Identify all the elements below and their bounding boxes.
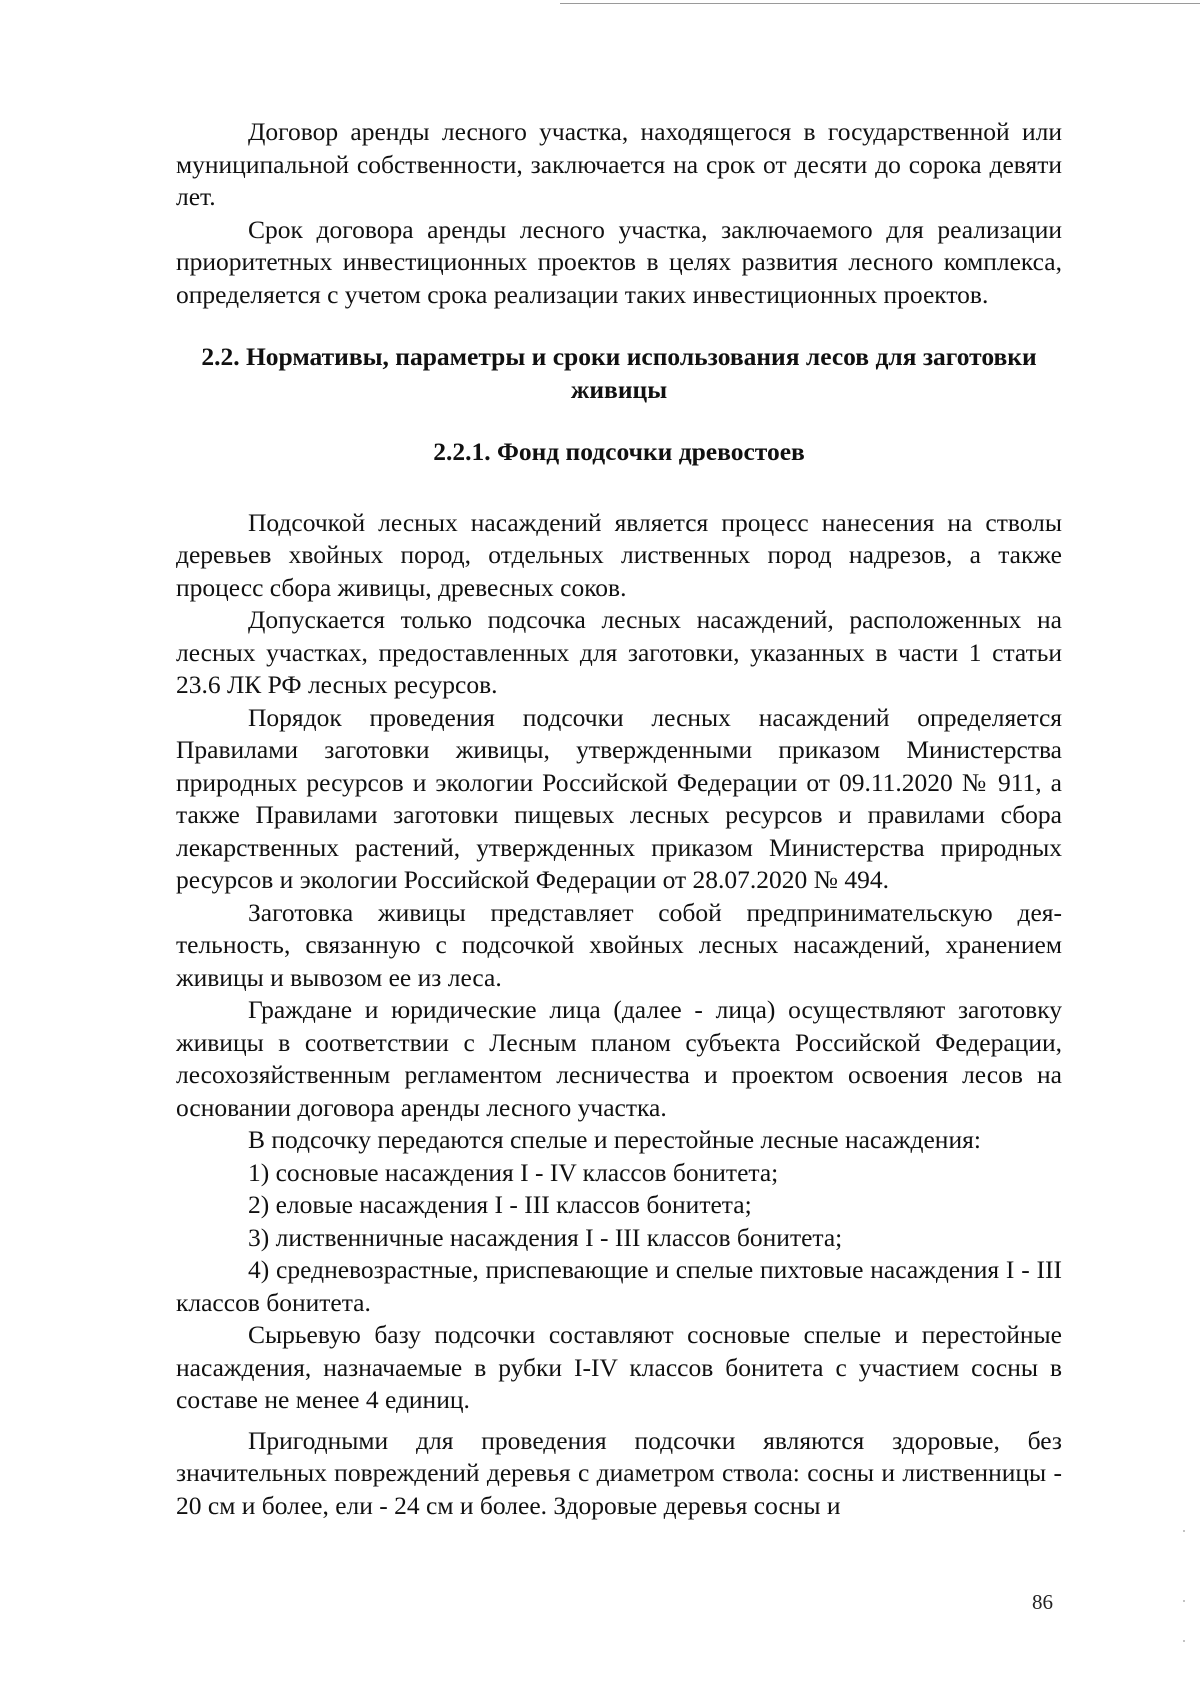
paragraph-tapping-definition: Подсочкой лесных насаждений является процесс нанесения на стволы деревьев хвойных пород, отдельных лиственных пород надрезов, а также процесс сбора живицы, древесных соков. xyxy=(176,507,1062,602)
document-page xyxy=(176,116,1062,1522)
spacer xyxy=(176,406,1062,436)
paragraph-persons: Граждане и юридические лица (далее - лица) осуществляют заготовку живицы в соответствии с Лесным планом субъекта Российской Федерации, лесохозяйственным регламентом лесничества и проектом освоения лесов на основании договора аренды лесного участка. xyxy=(176,995,1062,1122)
list-item-larch: 3) лиственничные насаждения I - III классов бонитета; xyxy=(248,1222,843,1252)
paragraph-stands-intro: В подсочку передаются спелые и перестойные лесные насаждения: xyxy=(248,1125,981,1154)
paragraph-raw-material-base: Сырьевую базу подсочки составляют сосновые спелые и перестойные насаждения, назначаемые в рубки I-IV классов бонитета с участием сосны в составе не менее 4 единиц. xyxy=(176,1320,1062,1414)
list-item-spruce: 2) еловые насаждения I - III классов бонитета; xyxy=(248,1190,752,1219)
list-item-pine: 1) сосновые насаждения I - IV классов бонитета; xyxy=(248,1157,779,1187)
list-item-fir: 4) средневозрастные, приспевающие и спелые пихтовые насаждения I - III классов бонитета. xyxy=(176,1255,1062,1317)
paragraph-suitable-trees: Пригодными для проведения подсочки являются здоровые, без значительных повреждений деревья с диаметром ствола: сосны и лиственницы - 20 см и более, ели - 24 см и более. Здоровые деревья сосны и xyxy=(176,1425,1062,1520)
spacer xyxy=(176,469,1062,507)
scan-speck xyxy=(1183,1640,1185,1642)
section-heading: 2.2. Нормативы, параметры и сроки использования лесов для заготовки живицы xyxy=(201,342,1037,404)
subsection-heading: 2.2.1. Фонд подсочки древостоев xyxy=(433,437,805,466)
paragraph-lease-term: Договор аренды лесного участка, находящегося в государственной или муниципальной собственности, заключается на срок от десяти до сорока девяти лет. xyxy=(176,117,1062,211)
spacer xyxy=(176,1417,1062,1425)
paragraph-resin-harvesting: Заготовка живицы представляет собой предпринимательскую деятельность, связанную с подсочкой хвойных лесных насаждений, хранением живицы и вывозом ее из леса. xyxy=(176,897,1062,992)
scan-speck xyxy=(1183,1530,1185,1532)
scan-top-rule xyxy=(560,3,1200,4)
paragraph-tapping-allowed: Допускается только подсочка лесных насаждений, расположенных на лесных участках, предоставленных для заготовки, указанных в части 1 статьи 23.6 ЛК РФ лесных ресурсов. xyxy=(176,605,1062,699)
paragraph-tapping-rules: Порядок проведения подсочки лесных насаждений определяется Правилами заготовки живицы, утвержденными приказом Министерства природных ресурсов и экологии Российской Федерации от 09.11.2020 № 911, а также Правилами заготовки пищевых лесных ресурсов и правилами сбора лекарственных растений, утвержденных приказом Министерства природных ресурсов и экологии Российской Федерации от 28.07.2020 № 494. xyxy=(176,702,1062,894)
paragraph-investment-projects: Срок договора аренды лесного участка, заключаемого для реализации приоритетных инвестиционных проектов в целях развития лесного комплекса, определяется с учетом срока реализации таких инвестиционных проектов. xyxy=(176,214,1062,309)
scan-speck xyxy=(1183,1600,1185,1602)
spacer xyxy=(176,311,1062,341)
page-number: 86 xyxy=(1032,1590,1053,1614)
